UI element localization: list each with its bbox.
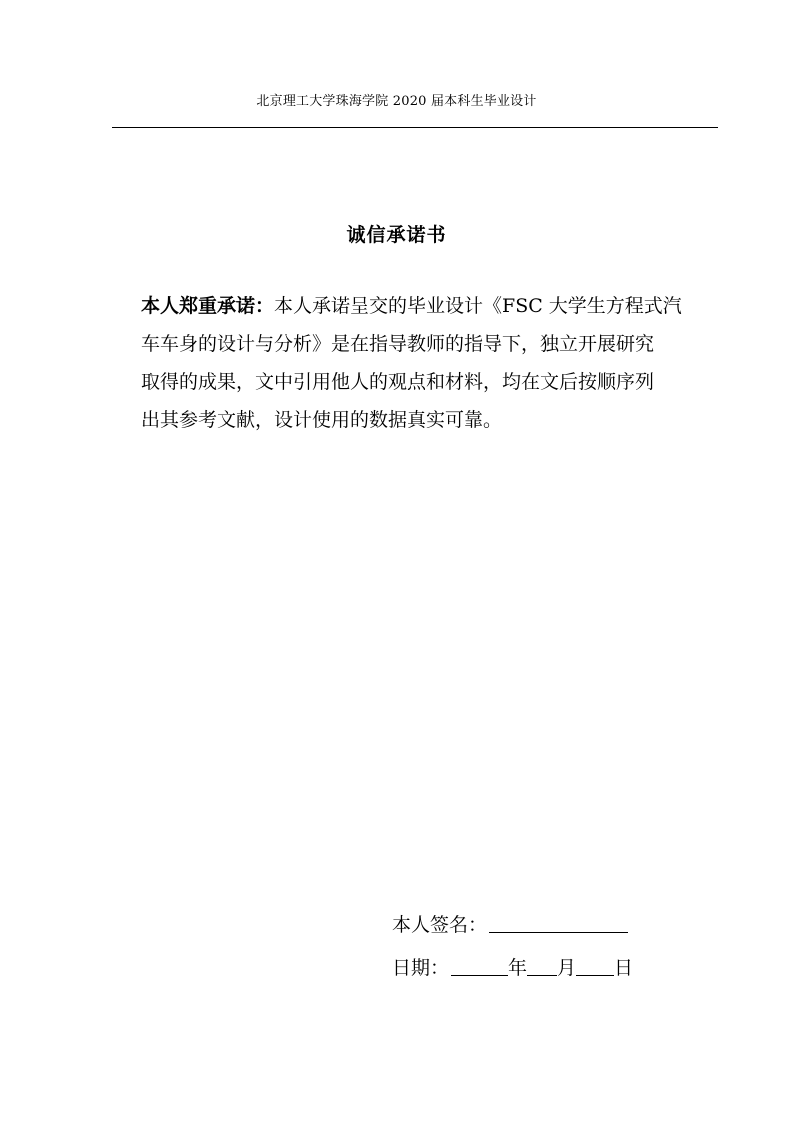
pledge-paragraph — [141, 287, 696, 439]
day-blank[interactable] — [576, 955, 614, 976]
day-label: 日 — [614, 957, 634, 979]
pledge-line-3: 取得的成果，文中引用他人的观点和材料，均在文后按顺序列 — [141, 371, 655, 393]
year-blank[interactable] — [451, 955, 508, 976]
pledge-line-2: 车车身的设计与分析》是在指导教师的指导下，独立开展研究 — [141, 333, 655, 355]
page-header: 北京理工大学珠海学院 2020 届本科生毕业设计 — [256, 94, 537, 109]
pledge-line-1 — [141, 287, 696, 325]
pledge-line-4: 出其参考文献，设计使用的数据真实可靠。 — [141, 409, 503, 431]
pledge-lead: 本人郑重承诺： — [141, 295, 275, 317]
signature-label: 本人签名： — [392, 914, 488, 936]
signature-blank[interactable] — [489, 912, 628, 933]
month-label: 月 — [557, 957, 577, 979]
date-label: 日期： — [392, 957, 450, 979]
date-row — [392, 955, 633, 981]
year-label: 年 — [508, 957, 528, 979]
signature-row — [392, 912, 628, 938]
month-blank[interactable] — [527, 955, 557, 976]
document-title: 诚信承诺书 — [346, 224, 447, 246]
pledge-text: 本人承诺呈交的毕业设计《FSC 大学生方程式汽 — [274, 295, 682, 317]
header-divider — [112, 127, 718, 128]
